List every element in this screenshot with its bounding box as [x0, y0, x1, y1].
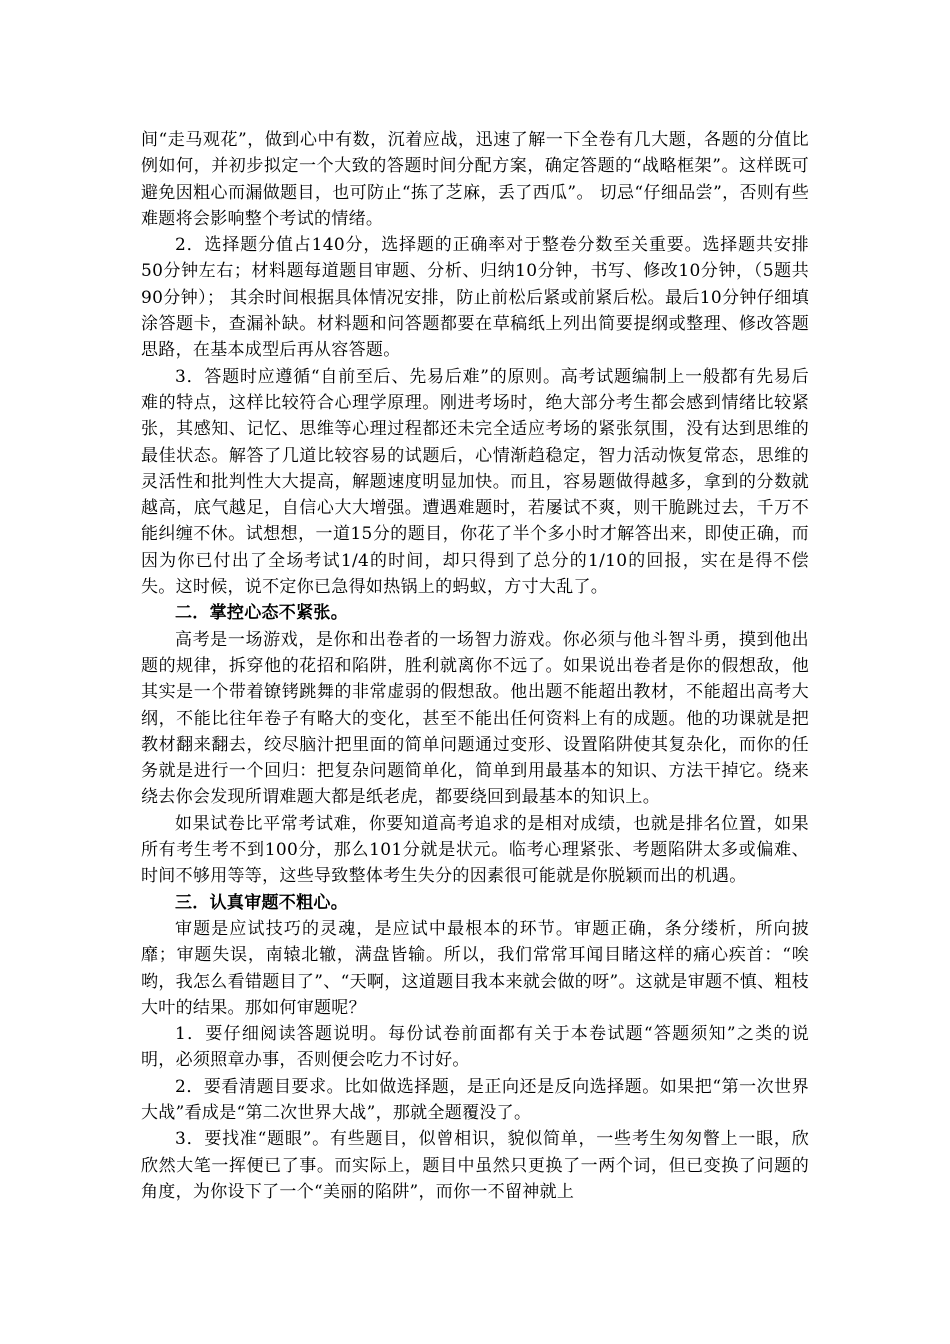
- paragraph-continued-intro: 间“走马观花”，做到心中有数，沉着应战，迅速了解一下全卷有几大题，各题的分值比例如何，并初步拟定一个大致的答题时间分配方案，确定答题的“战略框架”。这样既可避免因粗心而漏做题目，也可防止“拣了芝麻，丢了西瓜”。 切忌“仔细品尝”，否则有些难题将会影响整个考试的情绪。: [141, 130, 809, 229]
- paragraph-find-key-point: 3．要找准“题眼”。有些题目，似曾相识，貌似简单，一些考生匆匆瞥上一眼，欣欣然大笔一挥便已了事。而实际上，题目中虽然只更换了一两个词，但已变换了问题的角度，为你设下了一个“美丽的陷阱”，而你一不留神就上: [141, 1129, 809, 1202]
- paragraph-read-instructions: 1．要仔细阅读答题说明。每份试卷前面都有关于本卷试题“答题须知”之类的说明，必须照章办事，否则便会吃力不讨好。: [141, 1024, 809, 1071]
- section-heading-mindset: 二．掌控心态不紧张。: [175, 603, 348, 624]
- paragraph-multiple-choice-timing: 2．选择题分值占140分，选择题的正确率对于整卷分数至关重要。选择题共安排50分钟左右；材料题每道题目审题、分析、归纳10分钟，书写、修改10分钟，（5题共90分钟）； 其余时间根据具体情况安排，防止前松后紧或前紧后松。最后10分钟仔细填涂答题卡，查漏补缺。材料题和问答题都要在草稿纸上列出简要提纲或整理、修改答题思路，在基本成型后再从容答题。: [141, 235, 809, 361]
- paragraph-relative-score: 如果试卷比平常考试难，你要知道高考追求的是相对成绩，也就是排名位置，如果所有考生考不到100分，那么101分就是状元。临考心理紧张、考题陷阱太多或偏难、时间不够用等等，这些导致整体考生失分的因素很可能就是你脱颖而出的机遇。: [141, 813, 809, 887]
- paragraph-check-requirements: 2．要看清题目要求。比如做选择题，是正向还是反向选择题。如果把“第一次世界大战”看成是“第二次世界大战”，那就全题覆没了。: [141, 1076, 809, 1123]
- paragraph-easy-first-principle: 3．答题时应遵循“自前至后、先易后难”的原则。高考试题编制上一般都有先易后难的特点，这样比较符合心理学原理。刚进考场时，绝大部分考生都会感到情绪比较紧张，其感知、记忆、思维等心理过程都还未完全适应考场的紧张氛围，没有达到思维的最佳状态。解答了几道比较容易的试题后，心情渐趋稳定，智力活动恢复常态，思维的灵活性和批判性大大提高，解题速度明显加快。而且，容易题做得越多，拿到的分数就越高，底气越足，自信心大大增强。遭遇难题时，若屡试不爽，则干脆跳过去，千万不能纠缠不休。试想想，一道15分的题目，你花了半个多小时才解答出来，即使正确，而因为你已付出了全场考试1/4的时间，却只得到了总分的1/10的回报，实在是得不偿失。这时候，说不定你已急得如热锅上的蚂蚁，方寸大乱了。: [141, 366, 809, 598]
- section-heading-careful-reading: 三．认真审题不粗心。: [175, 892, 348, 913]
- document-body: [141, 127, 809, 1205]
- paragraph-intellectual-game: 高考是一场游戏，是你和出卷者的一场智力游戏。你必须与他斗智斗勇，摸到他出题的规律，拆穿他的花招和陷阱，胜利就离你不远了。如果说出卷者是你的假想敌，他其实是一个带着镣铐跳舞的非常虚弱的假想敌。他出题不能超出教材，不能超出高考大纲，不能比往年卷子有略大的变化，甚至不能出任何资料上有的成题。他的功课就是把教材翻来翻去，绞尽脑汁把里面的简单问题通过变形、设置陷阱使其复杂化，而你的任务就是进行一个回归：把复杂问题简单化，简单到用最基本的知识、方法干掉它。绕来绕去你会发现所谓难题大都是纸老虎，都要绕回到最基本的知识上。: [141, 629, 809, 808]
- paragraph-reading-importance: 审题是应试技巧的灵魂，是应试中最根本的环节。审题正确，条分缕析，所向披靡；审题失误，南辕北辙，满盘皆输。所以，我们常常耳闻目睹这样的痛心疾首：“唉哟，我怎么看错题目了”、“天啊，这道题目我本来就会做的呀”。这就是审题不慎、粗枝大叶的结果。那如何审题呢？: [141, 918, 809, 1018]
